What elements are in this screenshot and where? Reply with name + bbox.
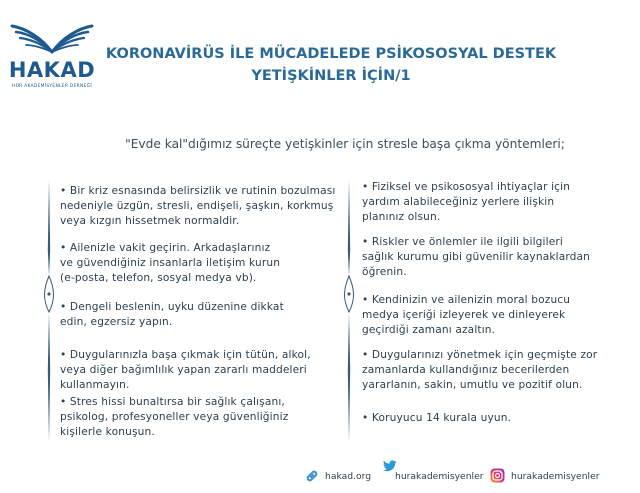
instagram-icon: [490, 468, 505, 483]
item-line: psikolog, profesyoneller veya güvenliğiniz: [60, 411, 289, 424]
twitter-label: hurakademisyenler: [395, 471, 484, 482]
list-item: [362, 235, 620, 281]
list-item: [362, 293, 620, 339]
item-line: • Ailenizle vakit geçirin. Arkadaşlarınız: [60, 242, 271, 254]
center-ornament: [340, 180, 358, 442]
logo-subtitle: HÜR AKADEMİSYENLER DERNEĞİ: [12, 84, 92, 89]
item-line: kişilerle konuşun.: [60, 426, 155, 439]
list-item: [362, 411, 620, 426]
website-label: hakad.org: [325, 471, 372, 482]
item-line: • Riskler ve önlemler ile ilgili bilgileri: [362, 236, 563, 248]
item-line: (e-posta, telefon, sosyal medya vb).: [60, 272, 257, 285]
intro-text: "Evde kal"dığımız süreçte yetişkinler için stresle başa çıkma yöntemleri;: [125, 137, 565, 151]
item-line: • Koruyucu 14 kurala uyun.: [362, 412, 512, 424]
item-line: ve güvendiğiniz insanlarla iletişim kurun: [60, 257, 281, 270]
list-item: [362, 180, 620, 226]
page-subtitle: YETİŞKİNLER İÇİN/1: [251, 68, 411, 84]
item-line: • Dengeli beslenin, uyku düzenine dikkat: [60, 301, 284, 313]
list-item: [60, 300, 322, 330]
list-item: [60, 184, 336, 230]
item-line: • Fiziksel ve psikososyal ihtiyaçlar için: [362, 181, 571, 193]
item-line: medya içeriği izleyerek ve dinleyerek: [362, 309, 566, 322]
instagram-label: hurakademisyenler: [511, 471, 600, 482]
list-item: [362, 348, 620, 394]
item-line: geçirdiği zamanı azaltın.: [362, 324, 496, 337]
logo-name: HAKAD: [8, 58, 96, 82]
item-line: yararlanın, sakin, umutlu ve pozitif olun.: [362, 379, 583, 392]
page-title: KORONAVİRÜS İLE MÜCADELEDE PSİKOSOSYAL DESTEK: [105, 46, 557, 62]
item-line: öğrenin.: [362, 266, 407, 279]
item-line: zamanlarda kullandığınız becerilerden: [362, 364, 570, 377]
item-line: • Duygularınızı yönetmek için geçmişte zor: [362, 349, 598, 361]
link-icon: [304, 468, 320, 484]
item-line: veya kızgın hissetmek normaldir.: [60, 215, 240, 228]
item-line: sağlık kurumu gibi güvenilir kaynaklardan: [362, 251, 591, 264]
item-line: edin, egzersiz yapın.: [60, 316, 173, 329]
item-line: nedeniyle üzgün, stresli, endişeli, şaşkın, korkmuş: [60, 200, 334, 213]
item-line: • Kendinizin ve ailenizin moral bozucu: [362, 294, 571, 306]
item-line: planınız olsun.: [362, 211, 441, 224]
list-item: [60, 241, 322, 287]
item-line: kullanmayın.: [60, 379, 130, 392]
item-line: veya diğer bağımlılık yapan zararlı maddeleri: [60, 364, 307, 377]
list-item: [60, 395, 322, 441]
left-ornament: [40, 180, 58, 442]
item-line: • Bir kriz esnasında belirsizlik ve rutinin bozulması: [60, 185, 336, 197]
list-item: [60, 348, 322, 394]
item-line: yardım alabileceğiniz yerlere ilişkin: [362, 196, 555, 209]
item-line: • Stres hissi bunaltırsa bir sağlık çalışanı,: [60, 396, 285, 408]
item-line: • Duygularınızla başa çıkmak için tütün, alkol,: [60, 349, 311, 361]
